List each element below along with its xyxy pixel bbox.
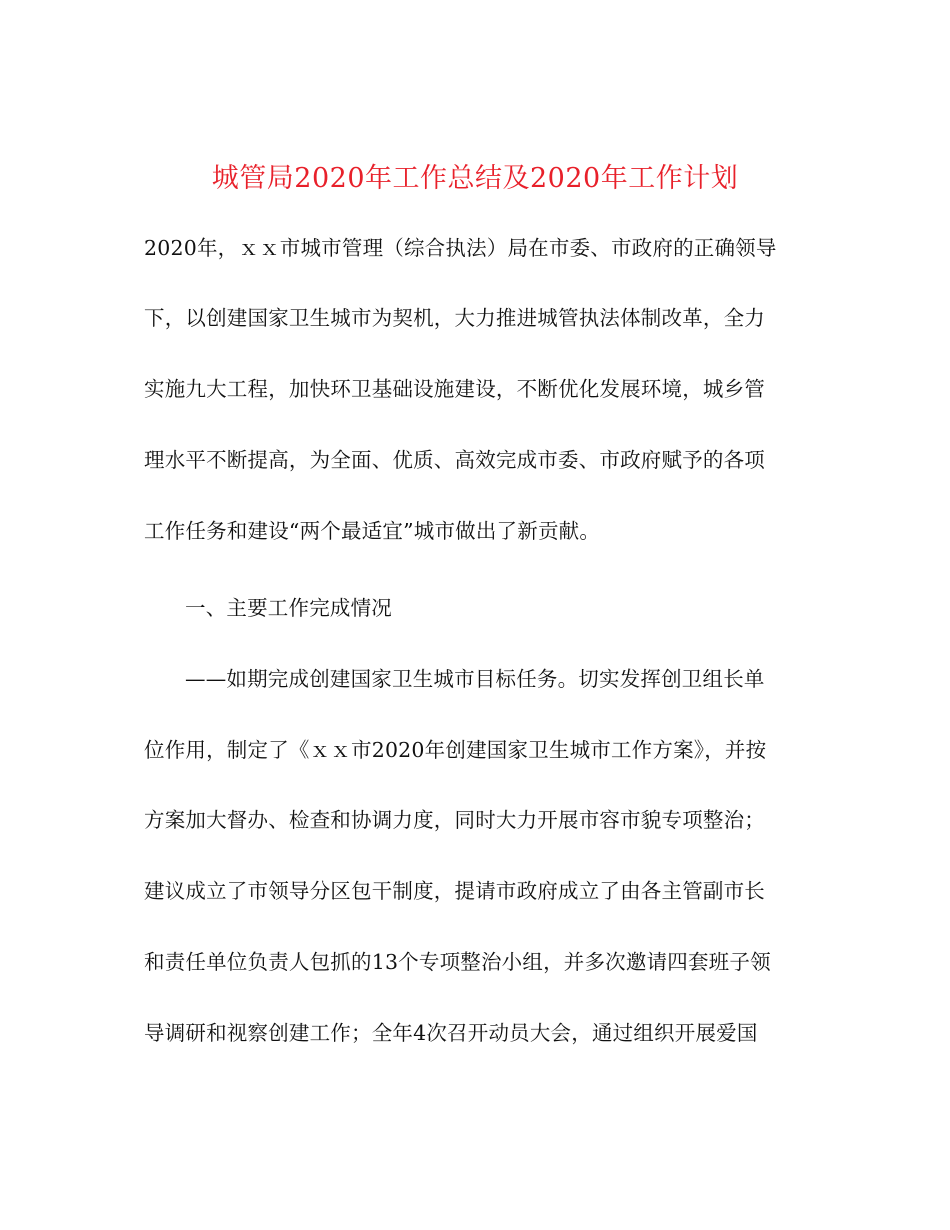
section-heading: 一、主要工作完成情况	[185, 596, 392, 620]
paragraph-line: 2020年，ｘｘ市城市管理（综合执法）局在市委、市政府的正确领导	[144, 236, 777, 260]
document-title: 城管局2020年工作总结及2020年工作计划	[211, 163, 739, 195]
paragraph-line: 方案加大督办、检查和协调力度，同时大力开展市容市貌专项整治；	[144, 808, 765, 832]
paragraph-line: 下，以创建国家卫生城市为契机，大力推进城管执法体制改革，全力	[144, 306, 765, 330]
paragraph-line: 导调研和视察创建工作；全年4次召开动员大会，通过组织开展爱国	[144, 1021, 758, 1045]
paragraph-line: 位作用，制定了《ｘｘ市2020年创建国家卫生城市工作方案》，并按	[144, 738, 767, 762]
paragraph-line: 和责任单位负责人包抓的13个专项整治小组，并多次邀请四套班子领	[144, 950, 771, 974]
paragraph-line: 工作任务和建设“两个最适宜”城市做出了新贡献。	[144, 519, 601, 543]
paragraph-line: 建议成立了市领导分区包干制度，提请市政府成立了由各主管副市长	[144, 879, 765, 903]
paragraph-line: ——如期完成创建国家卫生城市目标任务。切实发挥创卫组长单	[185, 667, 765, 691]
paragraph-line: 实施九大工程，加快环卫基础设施建设，不断优化发展环境，城乡管	[144, 377, 765, 401]
paragraph-line: 理水平不断提高，为全面、优质、高效完成市委、市政府赋予的各项	[144, 448, 765, 472]
